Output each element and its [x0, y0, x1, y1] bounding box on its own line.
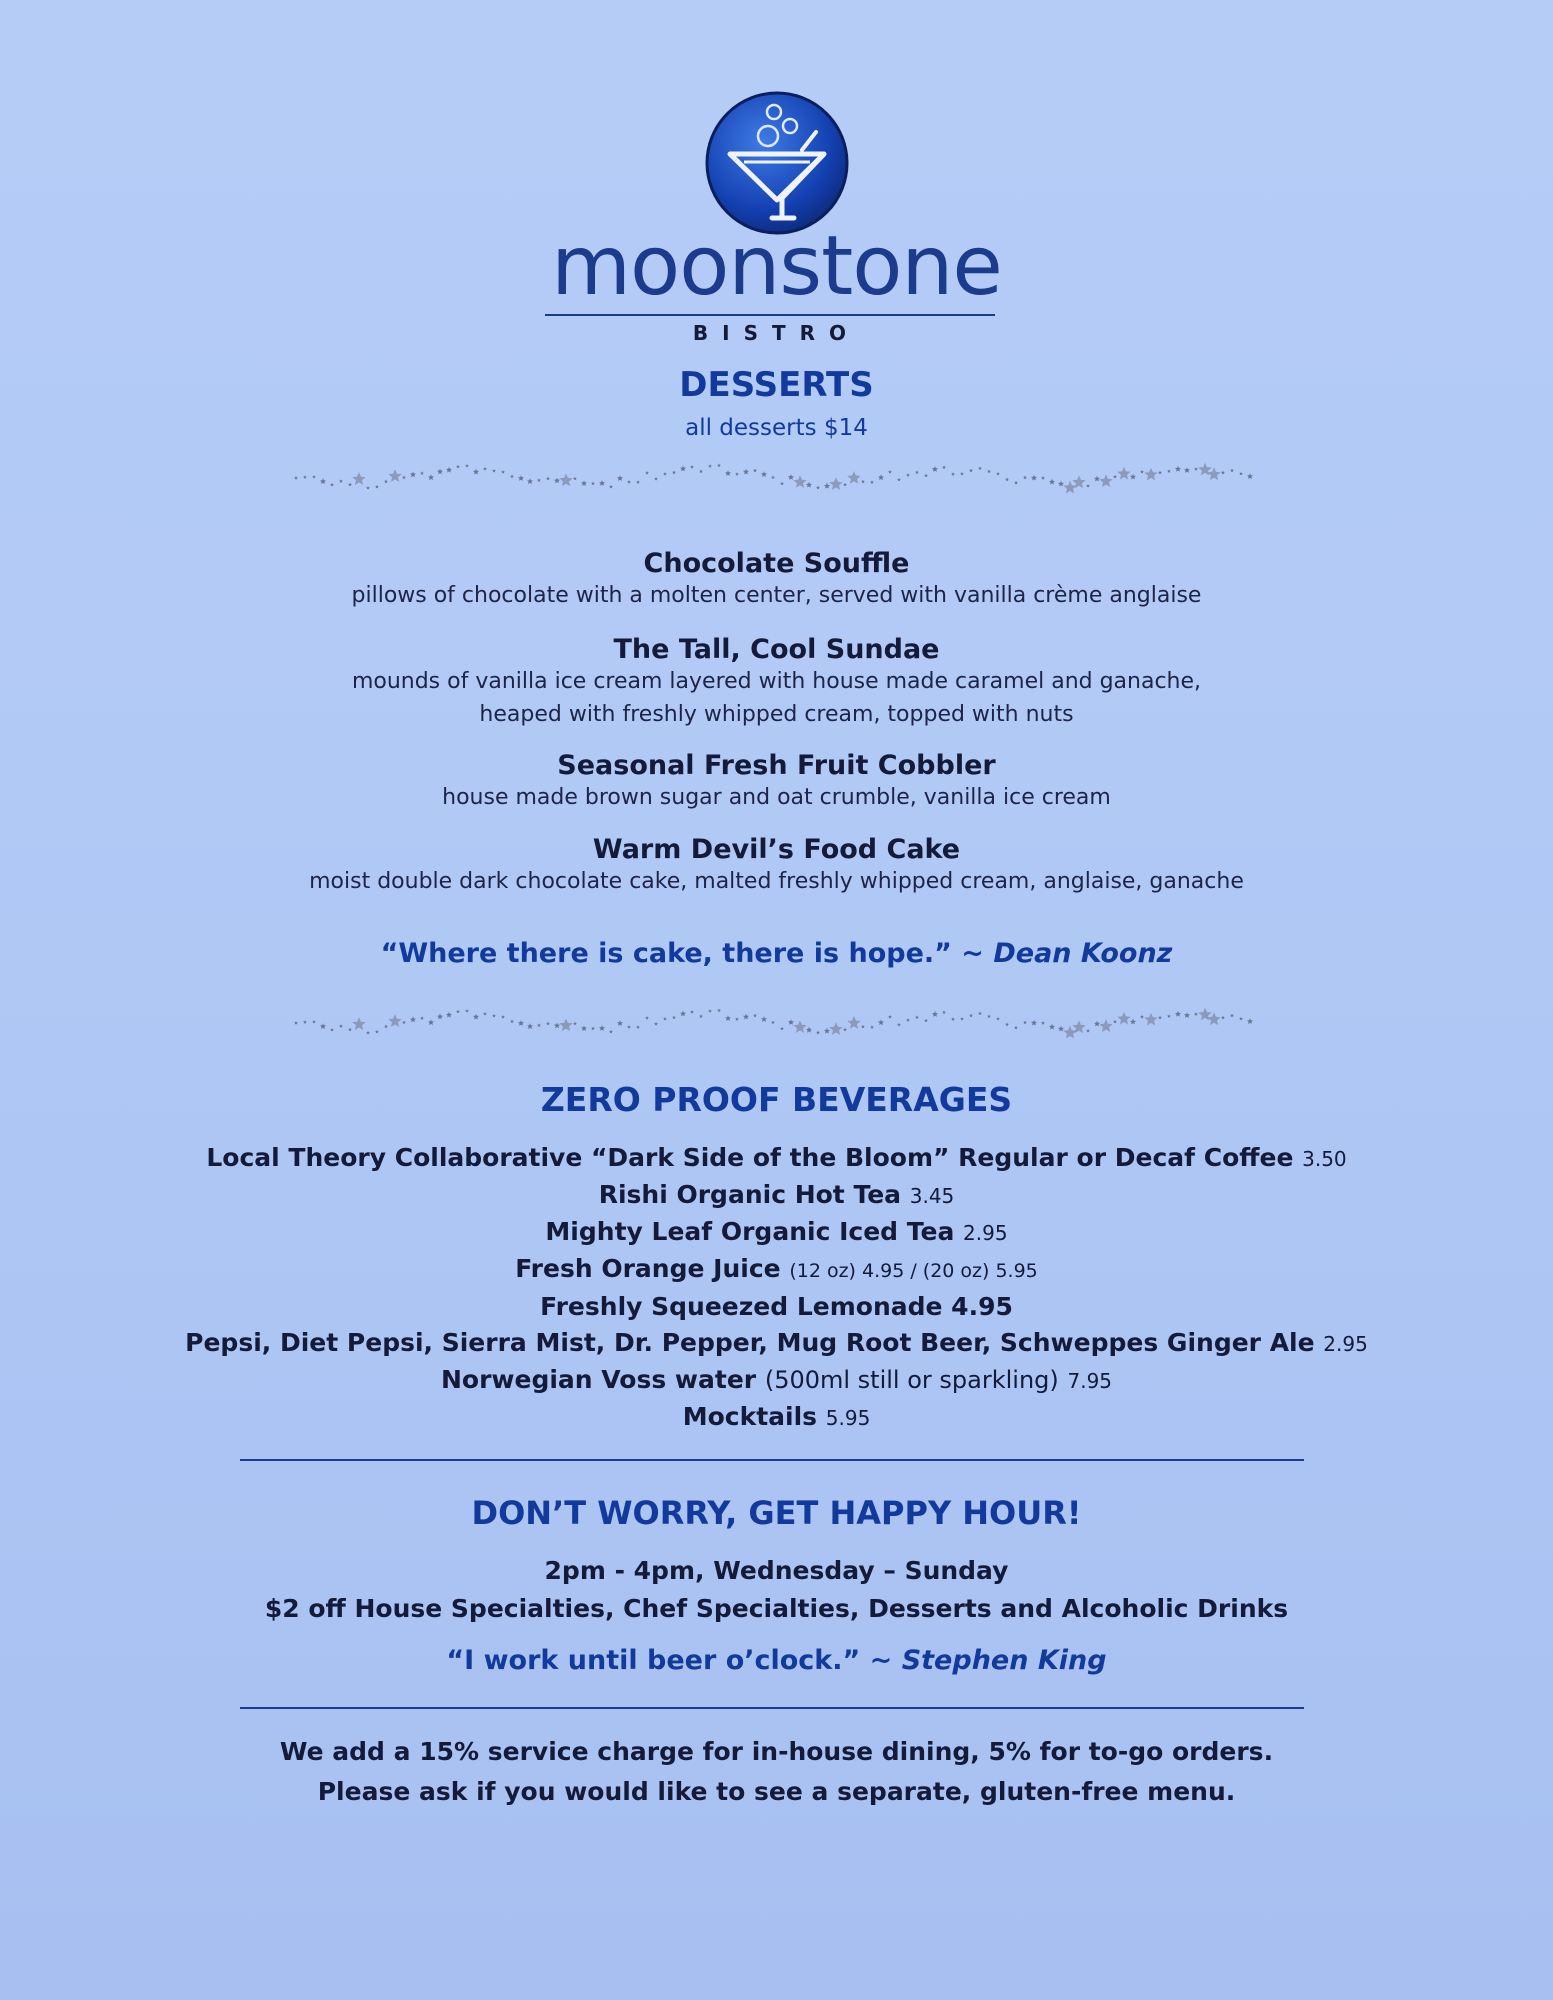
dessert-item [0, 548, 1553, 612]
quote-text: “Where there is cake, there is hope.” ~ [380, 938, 984, 969]
beverage-list [0, 1140, 1553, 1436]
stars-divider [290, 1000, 1260, 1050]
martini-glass-icon [702, 88, 852, 238]
beverage-name: Freshly Squeezed Lemonade 4.95 [540, 1292, 1013, 1321]
beverage-name: Mighty Leaf Organic Iced Tea [545, 1217, 955, 1246]
brand-name: moonstone [551, 219, 1002, 314]
beverage-name: Fresh Orange Juice [515, 1254, 781, 1283]
happy-hour-quote [0, 1645, 1553, 1676]
beverage-price: 5.95 [825, 1406, 871, 1430]
beverage-item [0, 1362, 1553, 1399]
dessert-item [0, 834, 1553, 898]
beverage-price: 2.95 [1323, 1332, 1368, 1356]
quote-author: Dean Koonz [993, 938, 1173, 969]
beverage-item [0, 1177, 1553, 1214]
beverage-price: 2.95 [963, 1221, 1008, 1245]
beverage-name: Norwegian Voss water [440, 1365, 757, 1394]
happy-hour-offer: $2 off House Specialties, Chef Specialties, Desserts and Alcoholic Drinks [264, 1594, 1289, 1623]
quote-author: Stephen King [901, 1645, 1107, 1676]
beverage-note: (500ml still or sparkling) [764, 1366, 1059, 1394]
dessert-name: Seasonal Fresh Fruit Cobbler [557, 750, 996, 781]
beverage-item [0, 1214, 1553, 1251]
beverage-name: Rishi Organic Hot Tea [598, 1180, 902, 1209]
quote-text: “I work until beer o’clock.” ~ [446, 1645, 893, 1676]
footer-gluten-free: Please ask if you would like to see a separate, gluten-free menu. [317, 1777, 1236, 1806]
brand-subtitle: BISTRO [692, 321, 861, 345]
beverage-price: 3.50 [1302, 1147, 1347, 1171]
beverages-title: ZERO PROOF BEVERAGES [540, 1080, 1013, 1119]
dessert-name: Warm Devil’s Food Cake [592, 834, 961, 865]
beverage-item [0, 1251, 1553, 1289]
dessert-desc: mounds of vanilla ice cream layered with house made caramel and ganache, [351, 669, 1202, 694]
beverage-price: 3.45 [909, 1184, 955, 1208]
stars-divider [290, 455, 1260, 505]
dessert-item [0, 750, 1553, 814]
dessert-name: The Tall, Cool Sundae [613, 634, 940, 665]
beverage-name: Local Theory Collaborative “Dark Side of the Bloom” Regular or Decaf Coffee [206, 1143, 1294, 1172]
dessert-desc: moist double dark chocolate cake, malted freshly whipped cream, anglaise, ganache [309, 869, 1244, 894]
dessert-desc: house made brown sugar and oat crumble, vanilla ice cream [442, 785, 1111, 810]
happy-hour-title: DON’T WORRY, GET HAPPY HOUR! [471, 1494, 1082, 1532]
beverage-item [0, 1399, 1553, 1436]
beverage-price: 7.95 [1067, 1369, 1113, 1393]
dessert-desc: pillows of chocolate with a molten center, served with vanilla crème anglaise [351, 583, 1202, 608]
beverage-item [0, 1140, 1553, 1177]
desserts-quote [0, 938, 1553, 969]
beverage-note: (12 oz) 4.95 / (20 oz) 5.95 [789, 1260, 1038, 1282]
beverage-name: Pepsi, Diet Pepsi, Sierra Mist, Dr. Pepper, Mug Root Beer, Schweppes Ginger Ale [185, 1328, 1315, 1357]
section-divider [240, 1459, 1304, 1461]
beverage-item [0, 1289, 1553, 1325]
happy-hour-hours: 2pm - 4pm, Wednesday – Sunday [544, 1556, 1009, 1585]
dessert-name: Chocolate Souffle [643, 548, 910, 579]
desserts-title: DESSERTS [679, 365, 874, 405]
brand-divider [545, 314, 995, 316]
dessert-item [0, 634, 1553, 731]
footer-service-charge: We add a 15% service charge for in-house dining, 5% for to-go orders. [279, 1737, 1274, 1766]
logo [0, 88, 1553, 238]
desserts-subtitle: all desserts $14 [685, 415, 868, 441]
beverage-item [0, 1325, 1553, 1362]
beverage-name: Mocktails [682, 1402, 818, 1431]
dessert-desc: heaped with freshly whipped cream, topped with nuts [479, 702, 1074, 727]
section-divider [240, 1707, 1304, 1709]
